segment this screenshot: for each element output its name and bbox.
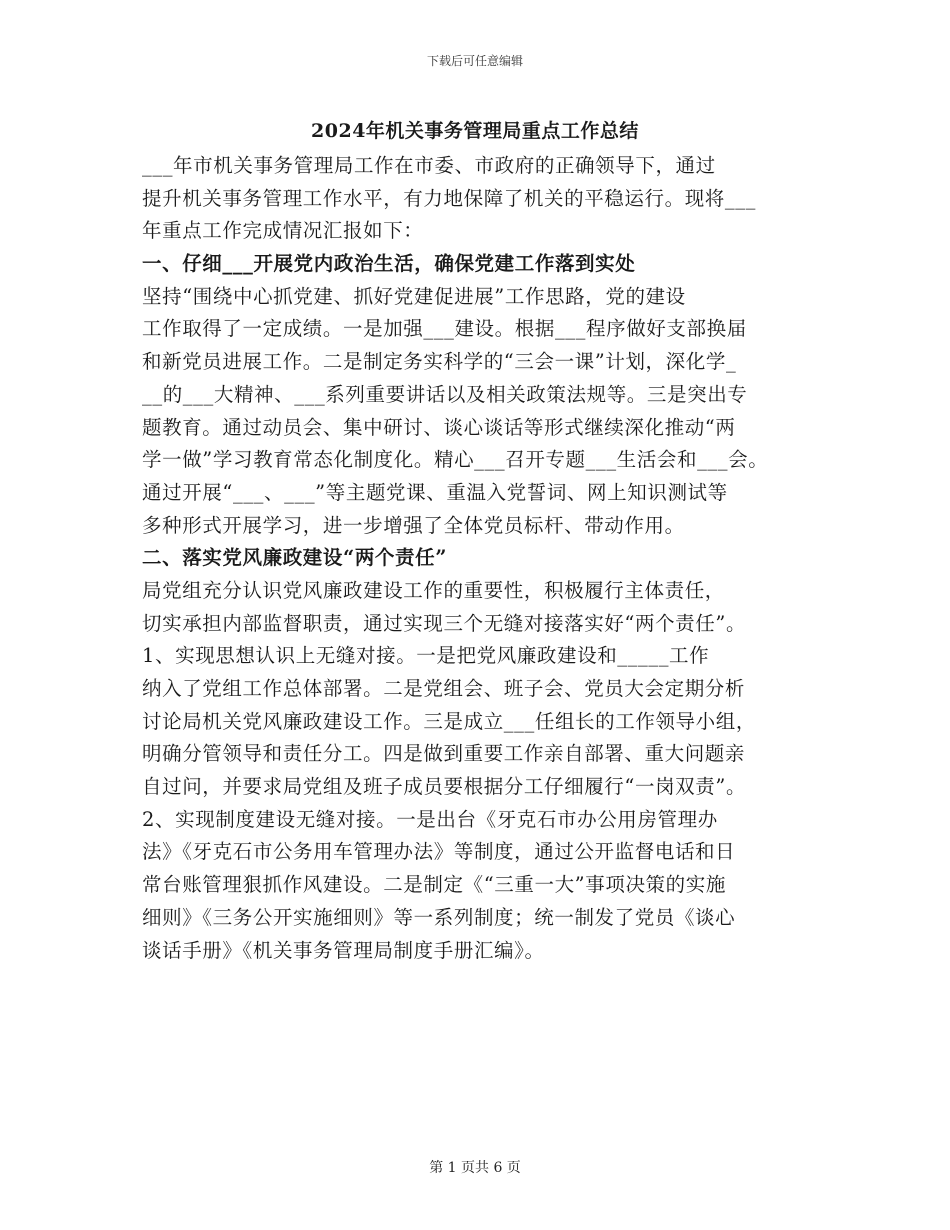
paragraph-line: 自过问，并要求局党组及班子成员要根据分工仔细履行“一岗双责”。 — [142, 775, 747, 799]
paragraph-line: 学一做”学习教育常态化制度化。精心___召开专题___生活会和___会。 — [142, 448, 769, 472]
page-header-note: 下载后可任意编辑 — [426, 54, 523, 68]
paragraph-line: 多种形式开展学习，进一步增强了全体党员标杆、带动作用。 — [142, 513, 685, 537]
paragraph-line: 常台账管理狠抓作风建设。二是制定《“三重一大”事项决策的实施 — [142, 873, 726, 897]
paragraph-line: __的___大精神、___系列重要讲话以及相关政策法规等。三是突出专 — [142, 382, 748, 406]
paragraph-line: 纳入了党组工作总体部署。二是党组会、班子会、党员大会定期分析 — [142, 677, 746, 700]
paragraph-line: 讨论局机关党风廉政建设工作。三是成立___任组长的工作领导小组， — [142, 709, 756, 733]
paragraph-line: 通过开展“___、___”等主题党课、重温入党誓词、网上知识测试等 — [142, 480, 728, 504]
section-heading: 二、落实党风廉政建设“两个责任” — [142, 546, 448, 570]
paragraph-line: 细则》《三务公开实施细则》等一系列制度；统一制发了党员《谈心 — [142, 905, 736, 929]
paragraph-line: 年重点工作完成情况汇报如下： — [142, 219, 424, 243]
document-body — [142, 150, 814, 967]
paragraph-line: 明确分管领导和责任分工。四是做到重要工作亲自部署、重大问题亲 — [142, 742, 746, 766]
document-title: 2024年机关事务管理局重点工作总结 — [311, 120, 639, 142]
paragraph-line: 坚持“围绕中心抓党建、抓好党建促进展”工作思路，党的建设 — [142, 284, 686, 308]
paragraph-line: 法》《牙克石市公务用车管理办法》等制度，通过公开监督电话和日 — [142, 840, 736, 864]
paragraph-line: 工作取得了一定成绩。一是加强___建设。根据___程序做好支部换届 — [142, 317, 747, 341]
paragraph-line: 题教育。通过动员会、集中研讨、谈心谈话等形式继续深化推动“两 — [142, 415, 736, 439]
paragraph-line: 谈话手册》《机关事务管理局制度手册汇编》。 — [142, 938, 545, 962]
paragraph-line: 1、实现思想认识上无缝对接。一是把党风廉政建设和_____工作 — [142, 644, 710, 668]
section-heading: 一、仔细___开展党内政治生活，确保党建工作落到实处 — [142, 252, 636, 276]
paragraph-line: 2、实现制度建设无缝对接。一是出台《牙克石市办公用房管理办 — [142, 807, 718, 831]
page-number: 第 1 页共 6 页 — [429, 1160, 521, 1176]
paragraph-line: ___年市机关事务管理局工作在市委、市政府的正确领导下，通过 — [142, 154, 716, 177]
paragraph-line: 切实承担内部监督职责，通过实现三个无缝对接落实好“两个责任”。 — [142, 611, 747, 635]
paragraph-line: 提升机关事务管理工作水平，有力地保障了机关的平稳运行。现将___ — [142, 186, 756, 210]
paragraph-line: 和新党员进展工作。二是制定务实科学的“三会一课”计划，深化学_ — [142, 350, 737, 374]
paragraph-line: 局党组充分认识党风廉政建设工作的重要性，积极履行主体责任， — [142, 578, 725, 602]
